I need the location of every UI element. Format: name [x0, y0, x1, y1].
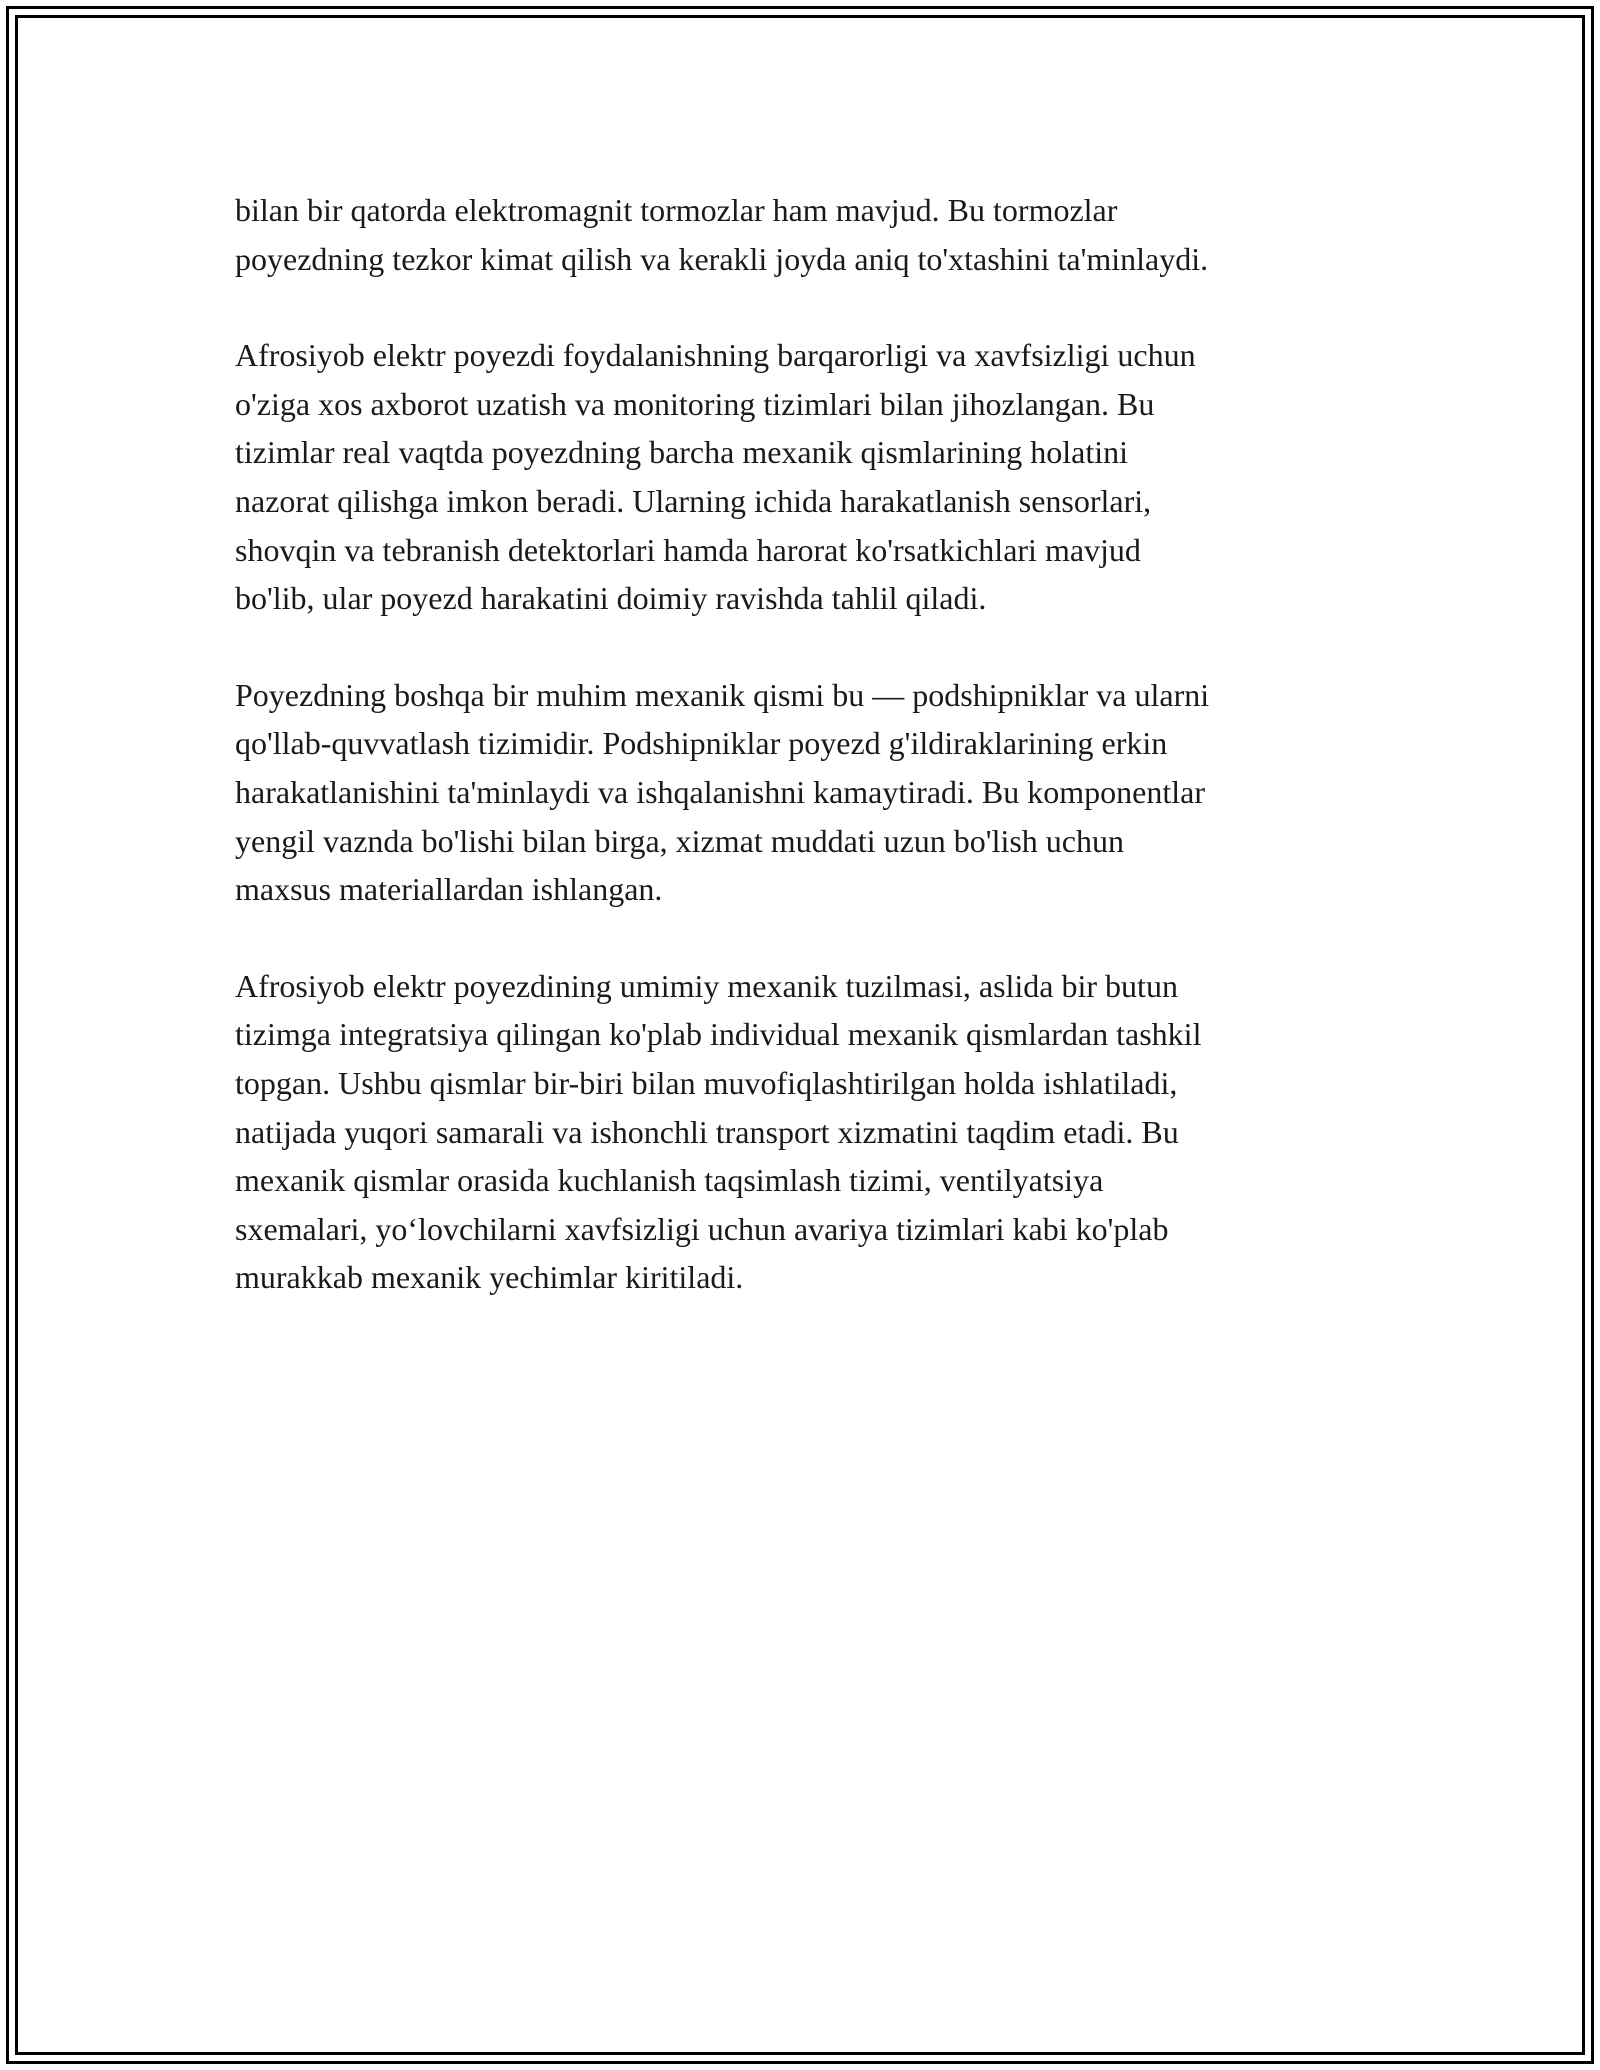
text-line: topgan. Ushbu qismlar bir-biri bilan muvofiqlashtirilgan holda ishlatiladi, — [235, 1064, 1178, 1101]
text-line: bo'lib, ular poyezd harakatini doimiy ravishda tahlil qiladi. — [235, 580, 987, 617]
text-line: Afrosiyob elektr poyezdining umimiy mexanik tuzilmasi, aslida bir butun — [235, 967, 1178, 1004]
text-line: shovqin va tebranish detektorlari hamda harorat ko'rsatkichlari mavjud — [235, 531, 1141, 568]
text-line: nazorat qilishga imkon beradi. Ularning ichida harakatlanish sensorlari, — [235, 482, 1152, 519]
text-line: tizimlar real vaqtda poyezdning barcha mexanik qismlarining holatini — [235, 434, 1129, 471]
text-line: o'ziga xos axborot uzatish va monitoring tizimlari bilan jihozlangan. Bu — [235, 385, 1155, 422]
text-line: Poyezdning boshqa bir muhim mexanik qismi bu — podshipniklar va ularni — [235, 676, 1210, 713]
text-line: yengil vaznda bo'lishi bilan birga, xizmat muddati uzun bo'lish uchun — [235, 822, 1124, 859]
document-body — [235, 186, 1375, 1350]
text-line: harakatlanishini ta'minlaydi va ishqalanishni kamaytiradi. Bu komponentlar — [235, 773, 1205, 810]
text-line: sxemalari, yo‘lovchilarni xavfsizligi uchun avariya tizimlari kabi ko'plab — [235, 1210, 1169, 1247]
paragraph-2 — [235, 331, 1375, 623]
text-line: Afrosiyob elektr poyezdi foydalanishning barqarorligi va xavfsizligi uchun — [235, 337, 1196, 374]
paragraph-1 — [235, 186, 1375, 283]
paragraph-3 — [235, 671, 1375, 914]
text-line: poyezdning tezkor kimat qilish va kerakli joyda aniq to'xtashini ta'minlaydi. — [235, 240, 1209, 277]
paragraph-4 — [235, 962, 1375, 1302]
text-line: qo'llab-quvvatlash tizimidir. Podshipniklar poyezd g'ildiraklarining erkin — [235, 725, 1168, 762]
text-line: natijada yuqori samarali va ishonchli transport xizmatini taqdim etadi. Bu — [235, 1113, 1179, 1150]
text-line: maxsus materiallardan ishlangan. — [235, 871, 663, 908]
text-line: mexanik qismlar orasida kuchlanish taqsimlash tizimi, ventilyatsiya — [235, 1162, 1104, 1199]
text-line: bilan bir qatorda elektromagnit tormozlar ham mavjud. Bu tormozlar — [235, 192, 1118, 228]
text-line: tizimga integratsiya qilingan ko'plab individual mexanik qismlardan tashkil — [235, 1016, 1202, 1053]
text-line: murakkab mexanik yechimlar kiritiladi. — [235, 1259, 744, 1296]
